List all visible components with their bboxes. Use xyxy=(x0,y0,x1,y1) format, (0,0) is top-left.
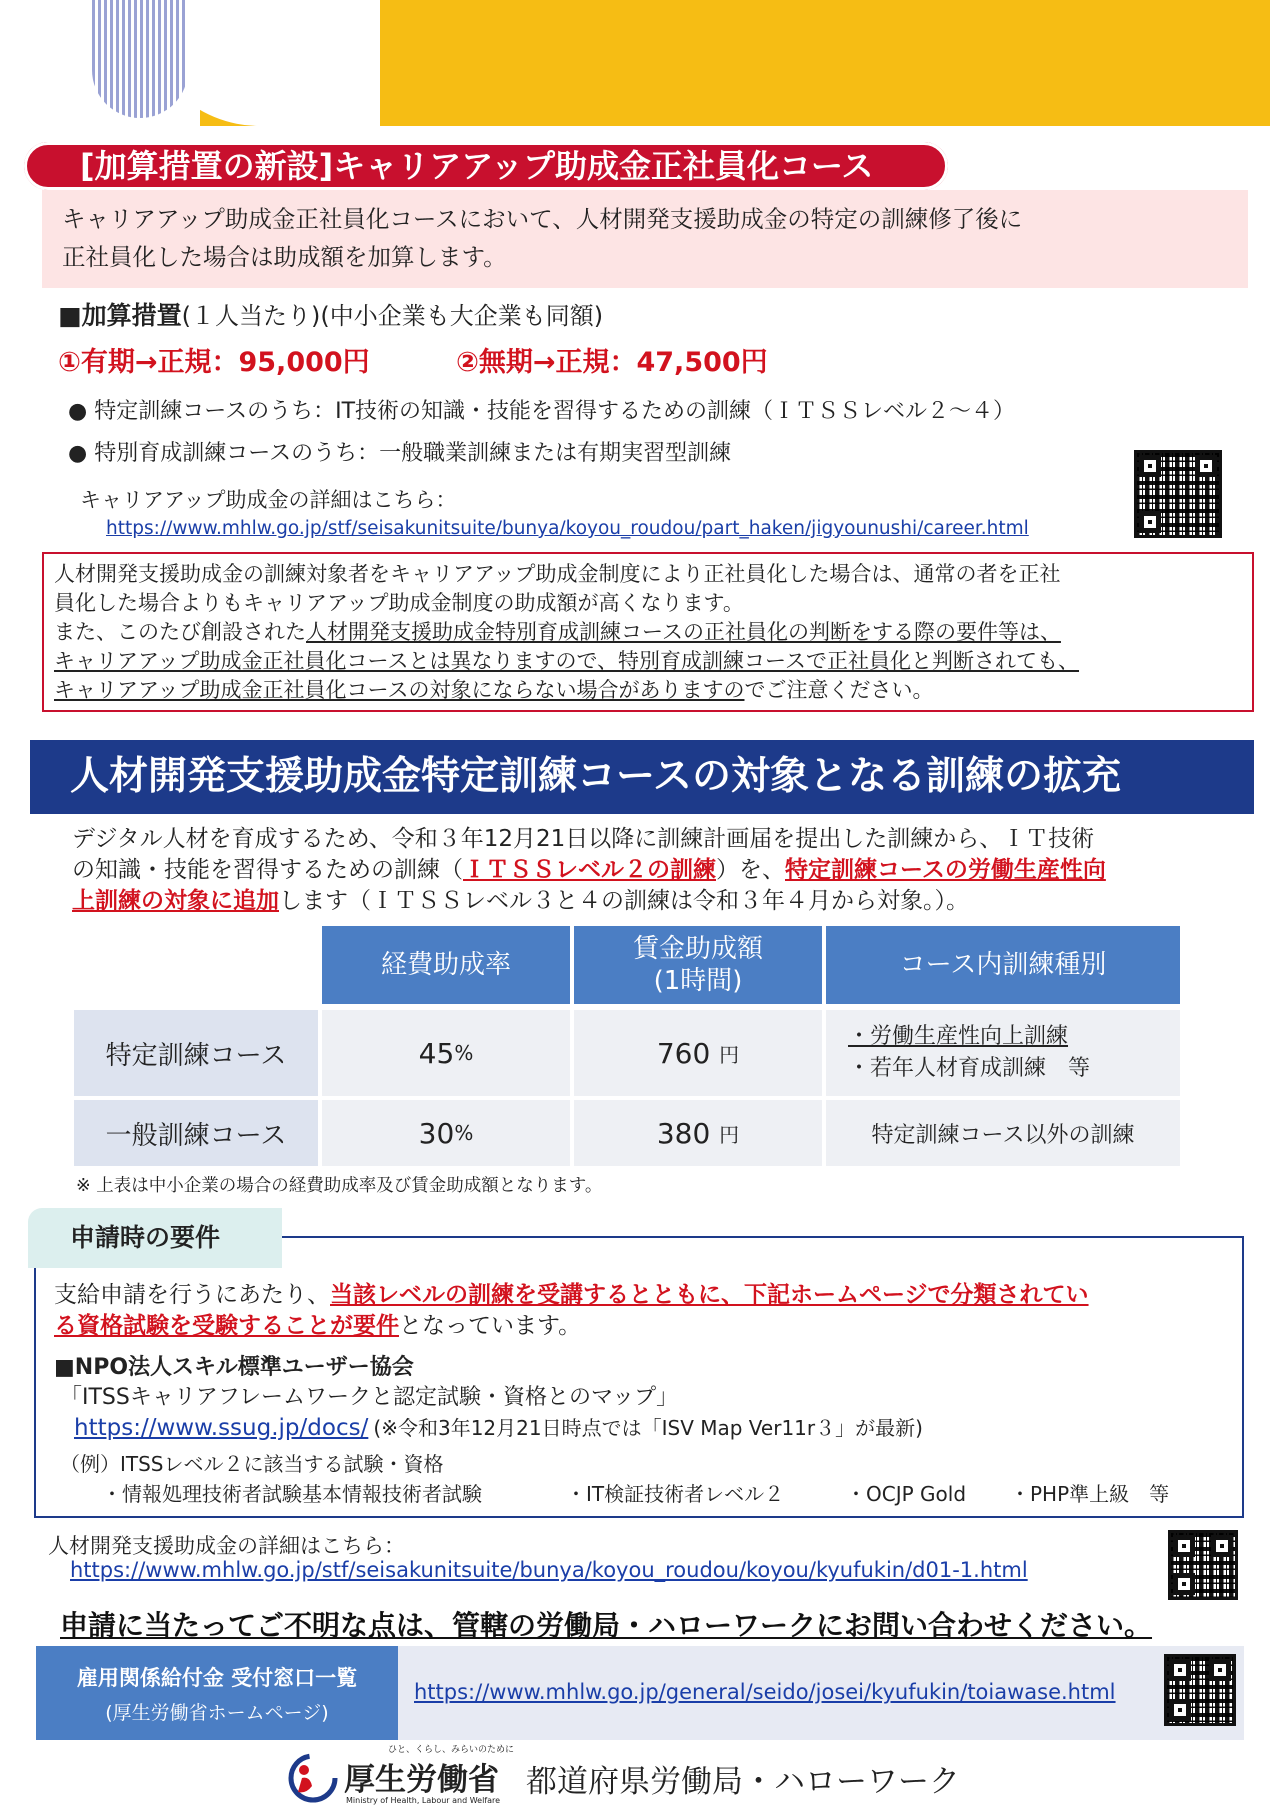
header-wage-amount xyxy=(574,926,822,1004)
example-item: ・情報処理技術者試験基本情報技術者試験 xyxy=(102,1482,482,1506)
npo-heading: ■NPO法人スキル標準ユーザー協会 xyxy=(54,1355,414,1380)
note-line xyxy=(54,618,1242,647)
career-details-link[interactable]: https://www.mhlw.go.jp/stf/seisakunitsuite/bunya/koyou_roudou/part_haken/jigyounushi/career.html xyxy=(106,518,1029,539)
bullet-item: ● 特定訓練コースのうち：IT技術の知識・技能を習得するための訓練（ＩＴＳＳレベル２～４） xyxy=(68,399,1016,424)
table-footnote: ※ 上表は中小企業の場合の経費助成率及び賃金助成額となります。 xyxy=(76,1176,603,1196)
header-expense-rate: 経費助成率 xyxy=(322,926,570,1004)
ssug-link[interactable]: https://www.ssug.jp/docs/ xyxy=(74,1415,369,1441)
contact-window-link[interactable]: https://www.mhlw.go.jp/general/seido/josei/kyufukin/toiawase.html xyxy=(414,1680,1116,1704)
requirements-tab: 申請時の要件 xyxy=(28,1208,282,1268)
paragraph-line xyxy=(72,855,1106,886)
ministry-logo-icon xyxy=(288,1752,338,1804)
jinzai-qr-code-icon xyxy=(1168,1530,1238,1600)
labour-offices: 都道府県労働局・ハローワーク xyxy=(526,1764,960,1800)
note-underlined-line: キャリアアップ助成金正社員化コースとは異なりますので、特別育成訓練コースで正社員化と判断されても、 xyxy=(54,649,1080,673)
requirements-line xyxy=(54,1311,1089,1342)
note-line: 人材開発支援助成金の訓練対象者をキャリアアップ助成金制度により正社員化した場合は、通常の者を正社 xyxy=(54,562,1061,586)
course-type-item: ・労働生産性向上訓練 xyxy=(848,1024,1069,1049)
striped-shield-icon xyxy=(92,0,188,118)
note-line xyxy=(54,676,1242,705)
jinzai-details-link[interactable]: https://www.mhlw.go.jp/stf/seisakunitsuite/bunya/koyou_roudou/koyou/kyufukin/d01-1.html xyxy=(70,1558,1028,1582)
itss-map-title: 「ITSSキャリアフレームワークと認定試験・資格とのマップ」 xyxy=(60,1385,679,1410)
intro-line: 正社員化した場合は助成額を加算します。 xyxy=(62,243,507,271)
ministry-tagline: ひと、くらし、みらいのために xyxy=(388,1745,515,1755)
req-text: となっています。 xyxy=(399,1313,582,1339)
requirements-top-border xyxy=(282,1236,1244,1238)
contact-qr-code-icon xyxy=(1164,1654,1236,1726)
row-name: 特定訓練コース xyxy=(74,1010,318,1096)
rate-value: 30 xyxy=(418,1116,455,1150)
amount-indefinite: ②無期→正規：47,500円 xyxy=(456,347,768,378)
ministry-name-en: Ministry of Health, Labour and Welfare xyxy=(346,1796,501,1805)
row-name: 一般訓練コース xyxy=(74,1100,318,1166)
section2-paragraph xyxy=(72,824,1106,917)
paragraph-text: ）を、 xyxy=(716,857,785,883)
contact-notice: 申請に当たってご不明な点は、管轄の労働局・ハローワークにお問い合わせください。 xyxy=(60,1609,1153,1642)
highlight-target-added: 特定訓練コースの労働生産性向 xyxy=(785,857,1106,883)
example-label: （例）ITSSレベル２に該当する試験・資格 xyxy=(60,1452,444,1476)
example-item: ・PHP準上級 等 xyxy=(1010,1482,1170,1506)
example-item: ・OCJP Gold xyxy=(846,1482,967,1506)
requirements-text xyxy=(54,1280,1089,1342)
bullet-item: ● 特別育成訓練コースのうち：一般職業訓練または有期実習型訓練 xyxy=(68,441,732,466)
measure-heading-row xyxy=(58,296,603,332)
paragraph-text: の知識・技能を習得するための訓練（ xyxy=(72,857,463,883)
career-qr-code-icon xyxy=(1134,450,1222,538)
contact-window-sub: (厚生労働省ホームページ) xyxy=(105,1702,329,1724)
row-types: 特定訓練コース以外の訓練 xyxy=(826,1100,1180,1166)
note-underlined-text: 人材開発支援助成金特別育成訓練コースの正社員化の判断をする際の要件等は、 xyxy=(306,620,1061,644)
section1-note-box xyxy=(42,552,1254,712)
wage-unit: 円 xyxy=(719,1122,740,1147)
row-rate xyxy=(322,1010,570,1096)
section1-intro xyxy=(42,190,1248,288)
ministry-name: 厚生労働省 xyxy=(344,1762,499,1798)
highlight-itss-level2: ＩＴＳＳレベル２の訓練 xyxy=(463,857,716,883)
rate-unit: % xyxy=(454,1121,474,1145)
intro-line: キャリアアップ助成金正社員化コースにおいて、人材開発支援助成金の特定の訓練修了後に xyxy=(62,205,1023,233)
note-text: また、このたび創設された xyxy=(54,620,306,644)
req-text: 支給申請を行うにあたり、 xyxy=(54,1282,330,1308)
example-item: ・IT検証技術者レベル２ xyxy=(566,1482,785,1506)
requirements-line xyxy=(54,1280,1089,1311)
ssug-row xyxy=(74,1412,923,1441)
jinzai-details-label: 人材開発支援助成金の詳細はこちら： xyxy=(48,1534,405,1558)
header-course-type: コース内訓練種別 xyxy=(826,926,1180,1004)
req-highlight: る資格試験を受験することが要件 xyxy=(54,1313,399,1339)
wage-value: 760 xyxy=(656,1036,711,1070)
measure-sub: (１人当たり)(中小企業も大企業も同額) xyxy=(181,302,604,330)
req-highlight: 当該レベルの訓練を受講するとともに、下記ホームページで分類されてい xyxy=(330,1282,1089,1308)
amount-regular: ①有期→正規：95,000円 xyxy=(58,347,370,378)
header-wage-label: 賃金助成額 xyxy=(632,934,763,964)
row-types xyxy=(826,1010,1180,1096)
wage-unit: 円 xyxy=(719,1042,740,1067)
note-underlined-text: キャリアアップ助成金正社員化コースの対象にならない場合がありますの xyxy=(54,678,745,702)
contact-window-label xyxy=(36,1646,398,1740)
career-details-label: キャリアアップ助成金の詳細はこちら： xyxy=(80,488,457,512)
course-type-item: ・若年人材育成訓練 等 xyxy=(848,1056,1091,1081)
note-line: 員化した場合よりもキャリアアップ助成金制度の助成額が高くなります。 xyxy=(54,591,744,615)
section2-banner: 人材開発支援助成金特定訓練コースの対象となる訓練の拡充 xyxy=(30,740,1254,814)
section1-banner: [加算措置の新設]キャリアアップ助成金正社員化コース xyxy=(24,142,948,190)
highlight-target-added: 上訓練の対象に追加 xyxy=(72,888,279,914)
paragraph-line: デジタル人材を育成するため、令和３年12月21日以降に訓練計画届を提出した訓練から、ＩＴ技術 xyxy=(72,826,1095,852)
row-wage xyxy=(574,1100,822,1166)
row-rate xyxy=(322,1100,570,1166)
paragraph-line xyxy=(72,886,1106,917)
measure-heading: ■加算措置 xyxy=(58,301,182,330)
rate-value: 45 xyxy=(418,1036,455,1070)
contact-window-title: 雇用関係給付金 受付窓口一覧 xyxy=(76,1666,358,1690)
row-wage xyxy=(574,1010,822,1096)
note-text: でご注意ください。 xyxy=(744,678,934,702)
ssug-note: (※令和3年12月21日時点では「ISV Map Ver11r３」が最新) xyxy=(373,1416,923,1440)
wage-value: 380 xyxy=(656,1116,711,1150)
header-wage-unit: (1時間) xyxy=(653,966,743,996)
paragraph-text: します（ＩＴＳＳレベル３と４の訓練は令和３年４月から対象。）。 xyxy=(279,888,969,914)
rate-unit: % xyxy=(454,1041,474,1065)
